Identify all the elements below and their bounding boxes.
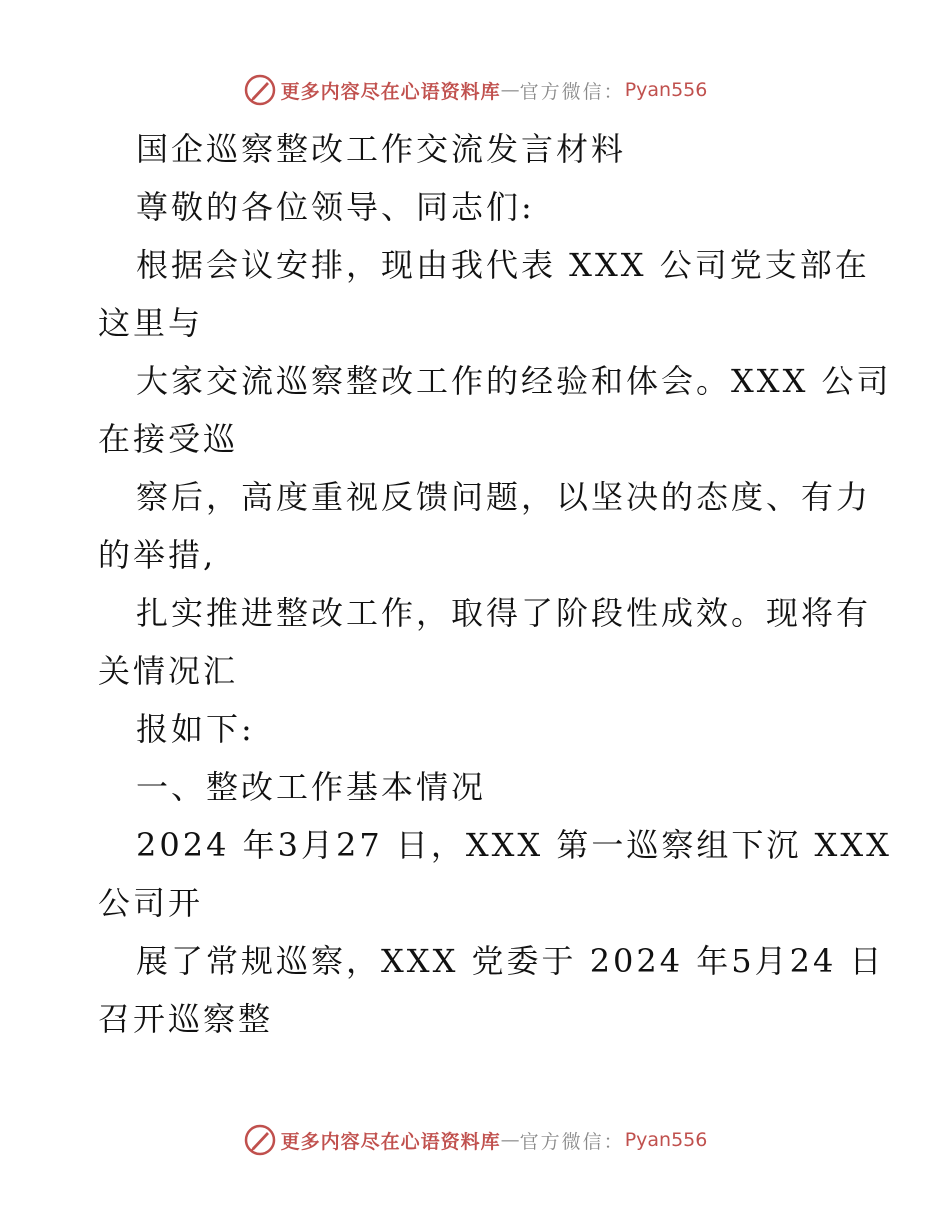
text-line: 根据会议安排，现由我代表 XXX 公司党支部在 [136, 246, 870, 284]
watermark-dash: — [500, 79, 520, 101]
text-line: 的举措, [98, 536, 217, 574]
watermark-label: 官方微信： [519, 80, 625, 103]
watermark-wechat-id: Pyan556 [624, 79, 708, 101]
text-line: 扎实推进整改工作，取得了阶段性成效。现将有 [136, 594, 872, 632]
text-line: 公司开 [98, 884, 204, 922]
header-watermark [0, 72, 950, 108]
watermark-text: 更多内容尽在心语资料库 [280, 1130, 501, 1153]
document-body [98, 120, 892, 1048]
text-line: 报如下: [136, 710, 255, 748]
watermark-wechat-id: Pyan556 [624, 1129, 708, 1151]
quill-logo-icon [243, 1123, 277, 1157]
text-line: 2024 年3月27 日，XXX 第一巡察组下沉 XXX [136, 826, 892, 864]
watermark-dash: — [500, 1129, 520, 1151]
text-line: 召开巡察整 [98, 1000, 274, 1038]
watermark-label: 官方微信： [519, 1130, 625, 1153]
text-line: 展了常规巡察，XXX 党委于 2024 年5月24 日 [136, 942, 885, 980]
watermark-text: 更多内容尽在心语资料库 [280, 80, 501, 103]
text-line: 在接受巡 [98, 420, 239, 458]
text-line: 国企巡察整改工作交流发言材料 [136, 130, 627, 168]
quill-logo-icon [243, 73, 277, 107]
text-line: 尊敬的各位领导、同志们: [136, 188, 535, 226]
text-line: 大家交流巡察整改工作的经验和体会。XXX 公司 [136, 362, 892, 400]
text-line: 关情况汇 [98, 652, 239, 690]
text-line: 察后，高度重视反馈问题，以坚决的态度、有力 [136, 478, 872, 516]
text-line: 这里与 [98, 304, 204, 342]
text-line: 一、整改工作基本情况 [136, 768, 487, 806]
footer-watermark [0, 1122, 950, 1158]
